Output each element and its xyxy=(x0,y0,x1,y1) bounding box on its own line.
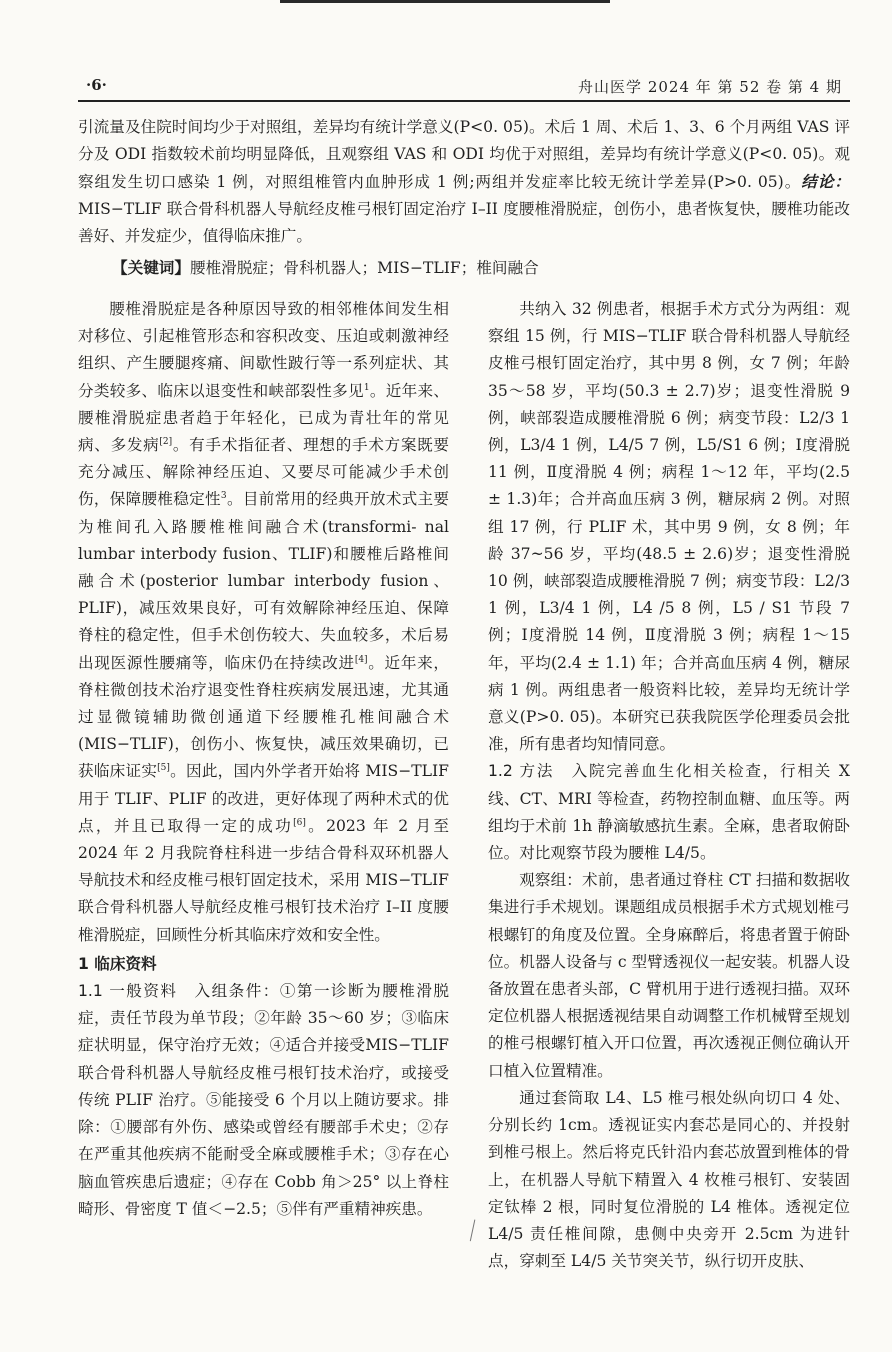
header-rule xyxy=(78,100,850,102)
intro-text-4: 。目前常用的经典开放术式主要为椎间孔入路腰椎椎间融合术(transformi- nal lumbar interbody fusion、TLIF)和腰椎后路椎间融合术(posterior lumbar interbody fusion、PLIF)，减压效果良好，可有效解除神经压迫、保障脊柱的稳定性，但手术创伤较大、失血较多，术后易出现医源性腰痛等，临床仍在持续改进 xyxy=(78,490,449,672)
running-header xyxy=(78,76,850,102)
conclusion-text: MIS−TLIF 联合骨科机器人导航经皮椎弓根钉固定治疗 I–II 度腰椎滑脱症，创伤小，患者恢复快，腰椎功能改善好、并发症少，值得临床推广。 xyxy=(78,200,850,245)
intro-text-3: 。有手术指征者、理想的手术方案既要充分减压、解除神经压迫、又要尽可能减少手术创伤，保障腰椎稳定性 xyxy=(78,436,449,509)
citation-4: [4] xyxy=(354,654,368,665)
citation-6: [6] xyxy=(293,817,306,828)
general-data-paragraph xyxy=(78,978,449,1223)
abstract-results-text: 引流量及住院时间均少于对照组，差异均有统计学意义(P<0. 05)。术后 1 周、术后 1、3、6 个月两组 VAS 评分及 ODI 指数较术前均明显降低，且观察组 VAS 和 ODI 均优于对照组，差异均有统计学意义(P<0. 05)。观察组发生切口感染 1 例，对照组椎管内血肿形成 1 例;两组并发症率比较无统计学差异(P>0. 05)。 xyxy=(78,118,850,191)
citation-5: [5] xyxy=(157,763,170,774)
subsection-heading-1-2: 1.2 方法 xyxy=(488,762,555,781)
intro-text-2: 。近年来、腰椎滑脱症患者趋于年轻化，已成为青壮年的常见病、多发病 xyxy=(78,381,449,455)
citation-2: [2] xyxy=(159,436,173,447)
citation-1: 1 xyxy=(363,382,370,393)
abstract-continuation xyxy=(78,114,850,282)
conclusion-label: 结论： xyxy=(801,172,851,191)
top-edge-mark xyxy=(280,0,610,3)
intro-text-7: 。2023 年 2 月至 2024 年 2 月我院脊柱科进一步结合骨科双环机器人导航技术和经皮椎弓根钉固定技术，采用 MIS−TLIF 联合骨科机器人导航经皮椎弓根钉技术治疗 I–II 度腰椎滑脱症，回顾性分析其临床疗效和安全性。 xyxy=(78,816,449,944)
citation-3: 3 xyxy=(220,491,227,502)
methods-paragraph xyxy=(488,758,850,867)
right-column xyxy=(488,296,850,1275)
margin-mark xyxy=(470,1220,481,1243)
inclusion-exclusion-text: 入组条件：①第一诊断为腰椎滑脱症，责任节段为单节段；②年龄 35～60 岁；③临床症状明显，保守治疗无效；④适合并接受MIS−TLIF 联合骨科机器人导航经皮椎弓根钉技术治疗，或接受传统 PLIF 治疗。⑤能接受 6 个月以上随访要求。排除：①腰部有外伤、感染或曾经有腰部手术史；②存在严重其他疾病不能耐受全麻或腰椎手术；③存在心脑血管疾患后遗症；④存在 Cobb 角＞25° 以上脊柱畸形、骨密度 T 值＜−2.5；⑤伴有严重精神疾患。 xyxy=(78,982,449,1218)
keywords-text: 腰椎滑脱症；骨科机器人；MIS−TLIF；椎间融合 xyxy=(189,259,539,277)
keywords-label: 【关键词】 xyxy=(112,258,190,277)
intro-text-5: 。近年来，脊柱微创技术治疗退变性脊柱疾病发展迅速，尤其通过显微镜辅助微创通道下经腰椎孔椎间融合术(MIS−TLIF)，创伤小、恢复快，减压效果确切，已获临床证实 xyxy=(78,653,449,781)
grouping-paragraph: 共纳入 32 例患者，根据手术方式分为两组：观察组 15 例，行 MIS−TLIF 联合骨科机器人导航经皮椎弓根钉固定治疗，其中男 8 例，女 7 例；年龄 35～58 岁，平均(50.3 ± 2.7)岁；退变性滑脱 9 例，峡部裂造成腰椎滑脱 6 例；病变节段：L2/3 1 例，L3/4 1 例，L4/5 7 例，L5/S1 6 例；Ⅰ度滑脱 11 例，Ⅱ度滑脱 4 例；病程 1～12 年，平均(2.5 ± 1.3)年；合并高血压病 3 例，糖尿病 2 例。对照组 17 例，行 PLIF 术，其中男 9 例，女 8 例；年龄 37~56 岁，平均(48.5 ± 2.6)岁；退变性滑脱 10 例，峡部裂造成腰椎滑脱 7 例；病变节段：L2/3 1 例，L3/4 1 例，L4 /5 8 例，L5 / S1 节段 7 例；Ⅰ度滑脱 14 例，Ⅱ度滑脱 3 例；病程 1～15 年，平均(2.4 ± 1.1) 年；合并高血压病 4 例，糖尿病 1 例。两组患者一般资料比较，差异均无统计学意义(P>0. 05)。本研究已获我院医学伦理委员会批准，所有患者均知情同意。 xyxy=(488,300,850,754)
procedure-paragraph: 通过套筒取 L4、L5 椎弓根处纵向切口 4 处、分别长约 1cm。透视证实内套芯是同心的、并投射到椎弓根上。然后将克氏针沿内套芯放置到椎体的骨上，在机器人导航下精置入 4 枚椎弓根钉、安装固定钛棒 2 根，同时复位滑脱的 L4 椎体。透视定位 L4/5 责任椎间隙，患侧中央旁开 2.5cm 为进针点，穿刺至 L4/5 关节突关节，纵行切开皮肤、 xyxy=(488,1088,850,1271)
introduction-paragraph xyxy=(78,296,449,949)
methods-text: 入院完善血生化相关检查，行相关 X 线、CT、MRI 等检查，药物控制血糖、血压等。两组均于术前 1h 静滴敏感抗生素。全麻，患者取俯卧位。对比观察节段为腰椎 L4/5。 xyxy=(488,762,850,863)
subsection-heading-1-1: 1.1 一般资料 xyxy=(78,982,178,1001)
observation-group-paragraph: 观察组：术前，患者通过脊柱 CT 扫描和数据收集进行手术规划。课题组成员根据手术方式规划椎弓根螺钉的角度及位置。全身麻醉后，将患者置于俯卧位。机器人设备与 c 型臂透视仪一起安装。机器人设备放置在患者头部，C 臂机用于进行透视扫描。双环定位机器人根据透视结果自动调整工作机械臂至规划的椎弓根螺钉植入开口位置，再次透视正侧位确认开口植入位置精准。 xyxy=(488,871,850,1080)
section-heading-clinical-data: 1 临床资料 xyxy=(78,954,157,973)
left-column xyxy=(78,296,449,1223)
journal-citation: 舟山医学 2024 年 第 52 卷 第 4 期 xyxy=(578,78,842,96)
page-number: ·6· xyxy=(86,76,107,94)
abstract-paragraph xyxy=(78,114,850,250)
keywords-line xyxy=(78,254,850,282)
intro-text-6: 。因此，国内外学者开始将 MIS−TLIF 用于 TLIF、PLIF 的改进，更好体现了两种术式的优点，并且已取得一定的成功 xyxy=(78,762,449,835)
intro-text-1: 腰椎滑脱症是各种原因导致的相邻椎体间发生相对移位、引起椎管形态和容积改变、压迫或刺激神经组织、产生腰腿疼痛、间歇性跛行等一系列症状、其分类较多、临床以退变性和峡部裂性多见 xyxy=(78,300,449,400)
